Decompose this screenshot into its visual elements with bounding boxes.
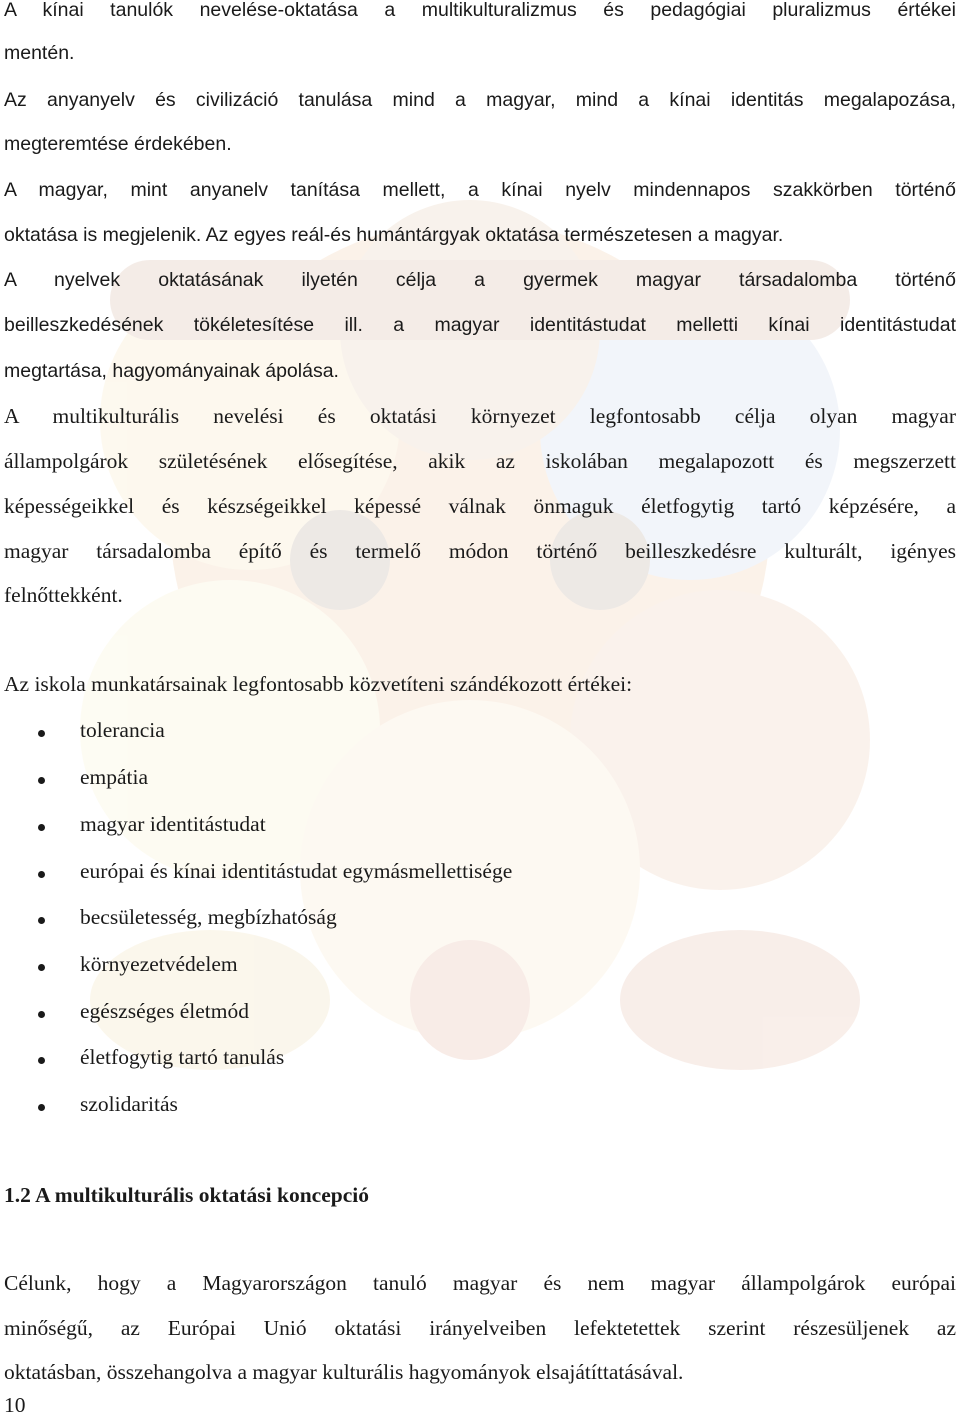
text-line: minőségű, az Európai Unió oktatási irányelveiben lefektetettek szerint részesüljenek az <box>4 1316 956 1340</box>
text-line: magyar társadalomba építő és termelő módon történő beilleszkedésre kulturált, igényes <box>4 539 956 563</box>
list-item <box>0 718 960 748</box>
text-line: A kínai tanulók nevelése-oktatása a multikulturalizmus és pedagógiai pluralizmus értékei <box>4 0 956 21</box>
list-item <box>0 1045 960 1075</box>
bullet-icon <box>38 1011 45 1018</box>
list-item-text: magyar identitástudat <box>80 812 266 836</box>
list-item-text: egészséges életmód <box>80 999 249 1023</box>
list-item <box>0 765 960 795</box>
list-item-text: szolidaritás <box>80 1092 178 1116</box>
text-line: képességeikkel és készségeikkel képessé válnak önmaguk életfogytig tartó képzésére, a <box>4 494 956 518</box>
values-intro: Az iskola munkatársainak legfontosabb közvetíteni szándékozott értékei: <box>4 672 633 696</box>
text-line: Az anyanyelv és civilizáció tanulása mind a magyar, mind a kínai identitás megalapozása, <box>4 89 956 111</box>
list-item-text: becsületesség, megbízhatóság <box>80 905 337 929</box>
list-item-text: tolerancia <box>80 718 165 742</box>
text-line: felnőttekként. <box>4 583 123 607</box>
list-item <box>0 905 960 935</box>
text-line: megtartása, hagyományainak ápolása. <box>4 360 339 382</box>
text-line: mentén. <box>4 42 75 64</box>
text-line: megteremtése érdekében. <box>4 133 232 155</box>
text-line: oktatásban, összehangolva a magyar kulturális hagyományok elsajátíttatásával. <box>4 1360 684 1384</box>
bullet-icon <box>38 871 45 878</box>
section-heading: 1.2 A multikulturális oktatási koncepció <box>4 1183 369 1207</box>
page-number: 10 <box>4 1393 26 1417</box>
text-line: A magyar, mint anyanelv tanítása mellett, a kínai nyelv mindennapos szakkörben történő <box>4 179 956 201</box>
list-item-text: környezetvédelem <box>80 952 238 976</box>
bullet-icon <box>38 964 45 971</box>
text-line: állampolgárok születésének elősegítése, akik az iskolában megalapozott és megszerzett <box>4 449 956 473</box>
list-item-text: empátia <box>80 765 149 789</box>
text-line: beilleszkedésének tökéletesítése ill. a magyar identitástudat melletti kínai identitástudat <box>4 314 956 336</box>
bullet-icon <box>38 1057 45 1064</box>
list-item <box>0 812 960 842</box>
text-line: A multikulturális nevelési és oktatási környezet legfontosabb célja olyan magyar <box>4 404 956 428</box>
list-item <box>0 859 960 889</box>
bullet-icon <box>38 1104 45 1111</box>
list-item-text: életfogytig tartó tanulás <box>80 1045 285 1069</box>
bullet-icon <box>38 824 45 831</box>
bullet-icon <box>38 917 45 924</box>
bullet-icon <box>38 730 45 737</box>
list-item <box>0 1092 960 1122</box>
text-line: A nyelvek oktatásának ilyetén célja a gyermek magyar társadalomba történő <box>4 269 956 291</box>
bullet-icon <box>38 777 45 784</box>
list-item <box>0 999 960 1029</box>
text-line: oktatása is megjelenik. Az egyes reál-és humántárgyak oktatása természetesen a magyar. <box>4 224 784 246</box>
text-line: Célunk, hogy a Magyarországon tanuló magyar és nem magyar állampolgárok európai <box>4 1271 956 1295</box>
list-item <box>0 952 960 982</box>
list-item-text: európai és kínai identitástudat egymásmellettisége <box>80 859 513 883</box>
